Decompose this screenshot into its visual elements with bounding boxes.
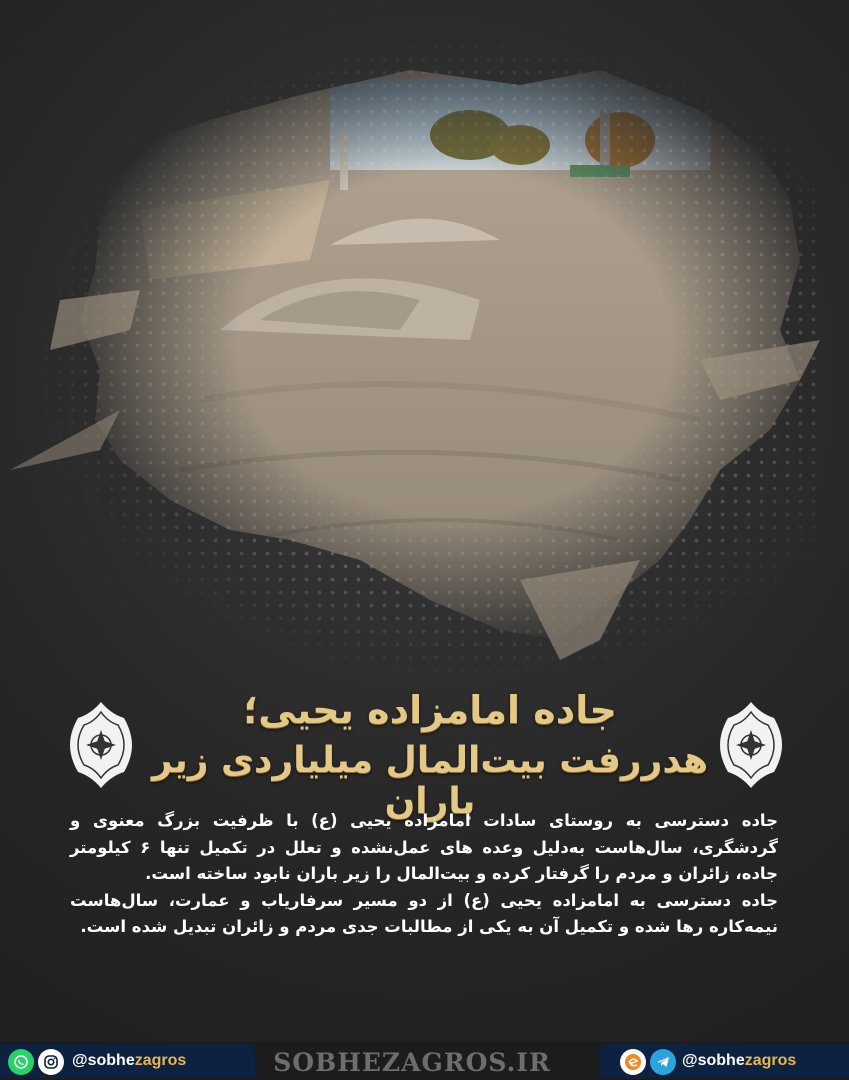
whatsapp-icon[interactable] xyxy=(8,1049,34,1075)
article-body xyxy=(70,808,778,941)
website-url[interactable]: SOBHEZAGROS.IR xyxy=(273,1048,551,1077)
handle-right[interactable] xyxy=(682,1052,796,1070)
headline xyxy=(0,680,849,822)
footer-bar xyxy=(0,1042,849,1080)
footer-social-right xyxy=(600,1044,849,1078)
eitaa-icon[interactable] xyxy=(620,1049,646,1075)
footer-social-left xyxy=(0,1044,255,1078)
telegram-icon[interactable] xyxy=(650,1049,676,1075)
handle-left-part-b: zagros xyxy=(134,1052,187,1069)
handle-right-part-a: sobhe xyxy=(697,1052,745,1069)
article-paragraph-1: جاده دسترسی به روستای سادات امامزاده یحیی (ع) با ظرفیت بزرگ معنوی و گردشگری، سال‌هاست به‌دلیل وعده های عمل‌نشده و تعلل در تکمیل تنها ۶ کیلومتر جاده، زائران و مردم را گرفتار کرده و بیت‌المال را زیر باران نابود ساخته است. xyxy=(70,811,778,884)
handle-left-part-a: sobhe xyxy=(87,1052,135,1069)
handle-right-prefix: @ xyxy=(682,1052,698,1069)
headline-line-1: جاده امامزاده یحیی؛ xyxy=(243,688,617,732)
headline-line-2: هدررفت بیت‌المال میلیاردی زیر باران xyxy=(151,740,709,822)
instagram-icon[interactable] xyxy=(38,1049,64,1075)
handle-left[interactable] xyxy=(72,1052,186,1070)
article-paragraph-2: جاده دسترسی به امامزاده یحیی (ع) از دو مسیر سرفاریاب و عمارت، سال‌هاست نیمه‌کاره رها شده و تکمیل آن به یکی از مطالبات جدی مردم و زائران تبدیل شده است. xyxy=(70,890,778,937)
handle-left-prefix: @ xyxy=(72,1052,88,1069)
handle-right-part-b: zagros xyxy=(744,1052,797,1069)
